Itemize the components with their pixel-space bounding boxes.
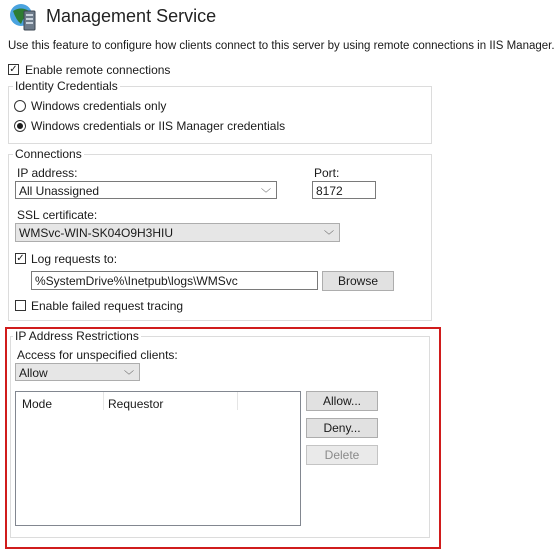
windows-credentials-only-label: Windows credentials only [31,99,167,113]
enable-remote-label: Enable remote connections [25,63,171,77]
port-label: Port: [314,166,340,180]
identity-credentials-group [8,86,432,144]
failed-request-tracing-label: Enable failed request tracing [31,299,184,313]
ssl-certificate-dropdown[interactable] [15,223,340,242]
chevron-down-icon: ﹀ [261,189,271,200]
port-input[interactable]: 8172 [312,181,376,199]
column-header-mode[interactable]: Mode [22,397,53,411]
server-icon [8,2,38,32]
column-separator [103,392,104,410]
connections-legend: Connections [15,147,82,161]
windows-credentials-only-radio[interactable] [14,100,26,112]
chevron-down-icon: ﹀ [324,231,334,242]
enable-remote-checkbox[interactable]: ✓ [9,64,18,75]
page-title: Management Service [46,6,217,26]
ssl-certificate-value: WMSvc-WIN-SK04O9H3HIU [19,226,174,240]
identity-credentials-legend: Identity Credentials [15,79,118,93]
ip-restrictions-legend: IP Address Restrictions [15,329,139,343]
chevron-down-icon: ﹀ [124,371,134,382]
access-unspecified-value: Allow [19,366,48,380]
log-requests-checkbox[interactable]: ✓ [16,253,25,264]
failed-request-tracing-checkbox[interactable] [15,300,26,311]
delete-button-label: Delete [324,448,360,462]
column-separator [237,392,238,410]
ip-restrictions-list[interactable] [15,391,301,526]
ip-address-dropdown[interactable] [15,181,277,199]
page-description: Use this feature to configure how clients connect to this server by using remote connections in IIS Manager. [8,40,555,52]
ssl-certificate-label: SSL certificate: [17,208,98,222]
log-requests-label: Log requests to: [31,252,118,266]
allow-button-label: Allow... [322,394,361,408]
browse-button[interactable]: Browse [322,271,394,291]
ip-address-label: IP address: [17,166,78,180]
deny-button-label: Deny... [323,421,361,435]
windows-or-iis-credentials-label: Windows credentials or IIS Manager credentials [31,119,286,133]
windows-or-iis-credentials-radio[interactable] [14,120,26,132]
access-unspecified-label: Access for unspecified clients: [17,348,178,362]
access-unspecified-dropdown[interactable] [15,363,140,381]
allow-button[interactable] [306,391,378,411]
deny-button[interactable] [306,418,378,438]
ip-address-value: All Unassigned [19,184,100,198]
log-path-input[interactable]: %SystemDrive%\Inetpub\logs\WMSvc [31,271,318,290]
column-header-requestor[interactable]: Requestor [108,397,164,411]
delete-button[interactable] [306,445,378,465]
